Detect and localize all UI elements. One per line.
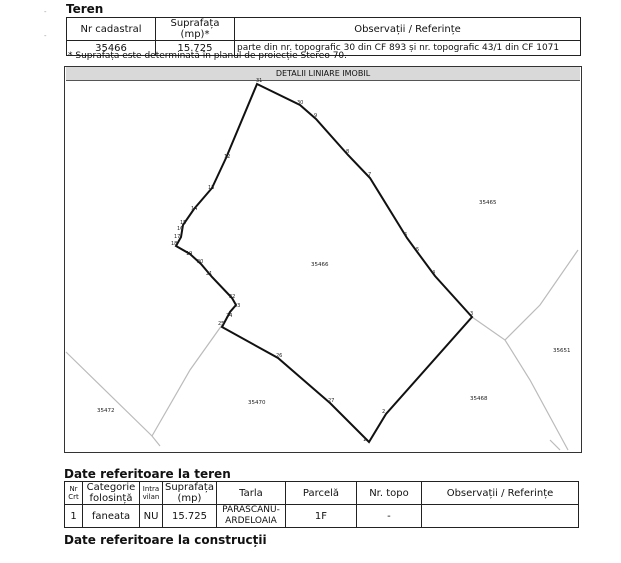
col-header: Suprafața (mp)*	[156, 18, 235, 41]
neighbor-boundary	[152, 325, 222, 436]
col-header: Intra vilan	[140, 482, 163, 505]
col-header: Categorie folosință	[83, 482, 140, 505]
point-label: 16	[177, 226, 184, 232]
point-label: 4	[432, 270, 436, 276]
point-label: 27	[328, 398, 335, 404]
col-header: Observații / Referințe	[235, 18, 581, 41]
parcel-number: 35466	[311, 262, 329, 268]
col-header: Tarla	[216, 482, 285, 505]
point-label: 8	[346, 149, 350, 155]
neighbor-boundary	[550, 440, 560, 450]
parcel-number: 35468	[470, 396, 488, 402]
col-header: Parcelă	[285, 482, 356, 505]
margin-mark: -	[44, 32, 47, 40]
point-label: 9	[314, 113, 318, 119]
point-label: 31	[256, 78, 263, 84]
point-label: 20	[197, 259, 204, 265]
point-label: 6	[404, 232, 408, 238]
point-label: 15	[180, 220, 187, 226]
parcel-number: 35470	[248, 400, 266, 406]
col-header: Nr. topo	[356, 482, 421, 505]
point-label: 23	[234, 303, 241, 309]
tarla-value: PARASCANU-ARDELOAIA	[216, 505, 285, 528]
margin-mark: -	[44, 8, 47, 16]
point-label: 21	[206, 271, 213, 277]
land-category: faneata	[83, 505, 140, 528]
parcel-number: 35472	[97, 408, 115, 414]
point-label: 12	[224, 154, 231, 160]
point-label: 25	[218, 321, 225, 327]
point-label: 26	[276, 353, 283, 359]
neighbor-boundary	[505, 250, 578, 340]
neighbor-boundary	[66, 352, 160, 446]
col-header: Nr Crt	[65, 482, 83, 505]
point-label: 18	[171, 241, 178, 247]
point-label: 17	[174, 234, 181, 240]
parcel-value: 1F	[285, 505, 356, 528]
point-label: 30	[297, 100, 304, 106]
point-label: 1	[363, 437, 367, 443]
point-label: 14	[191, 206, 198, 212]
section-heading-constructii: Date referitoare la construcții	[64, 533, 267, 547]
topo-number: -	[356, 505, 421, 528]
parcel-number: 35651	[553, 348, 571, 354]
point-label: 3	[470, 311, 474, 317]
point-label: 5	[416, 247, 420, 253]
section-heading-teren-data: Date referitoare la teren	[64, 467, 231, 481]
point-label: 2	[382, 409, 386, 415]
area-value: 15.725	[163, 505, 217, 528]
point-label: 7	[368, 172, 372, 178]
intravilan-flag: NU	[140, 505, 163, 528]
area-value: 15.725	[156, 41, 235, 56]
observations	[421, 505, 578, 528]
col-header: Suprafața (mp)	[163, 482, 217, 505]
point-label: 24	[226, 313, 233, 319]
point-label: 19	[186, 251, 193, 257]
col-header: Nr cadastral	[67, 18, 156, 41]
neighbor-boundary	[472, 317, 568, 450]
section-heading-teren: Teren	[66, 2, 104, 16]
col-header: Observații / Referințe	[421, 482, 578, 505]
point-label: 13	[208, 185, 215, 191]
observations: parte din nr. topografic 30 din CF 893 și nr. topografic 43/1 din CF 1071	[235, 41, 581, 56]
row-number: 1	[65, 505, 83, 528]
cadastral-number: 35466	[67, 41, 156, 56]
parcel-number: 35465	[479, 200, 497, 206]
land-data-table	[64, 481, 579, 528]
point-label: 22	[229, 294, 236, 300]
map-title: DETALII LINIARE IMOBIL	[66, 67, 580, 81]
area-footnote: * Suprafața este determinată în planul de proiecție Stereo 70.	[68, 51, 348, 61]
